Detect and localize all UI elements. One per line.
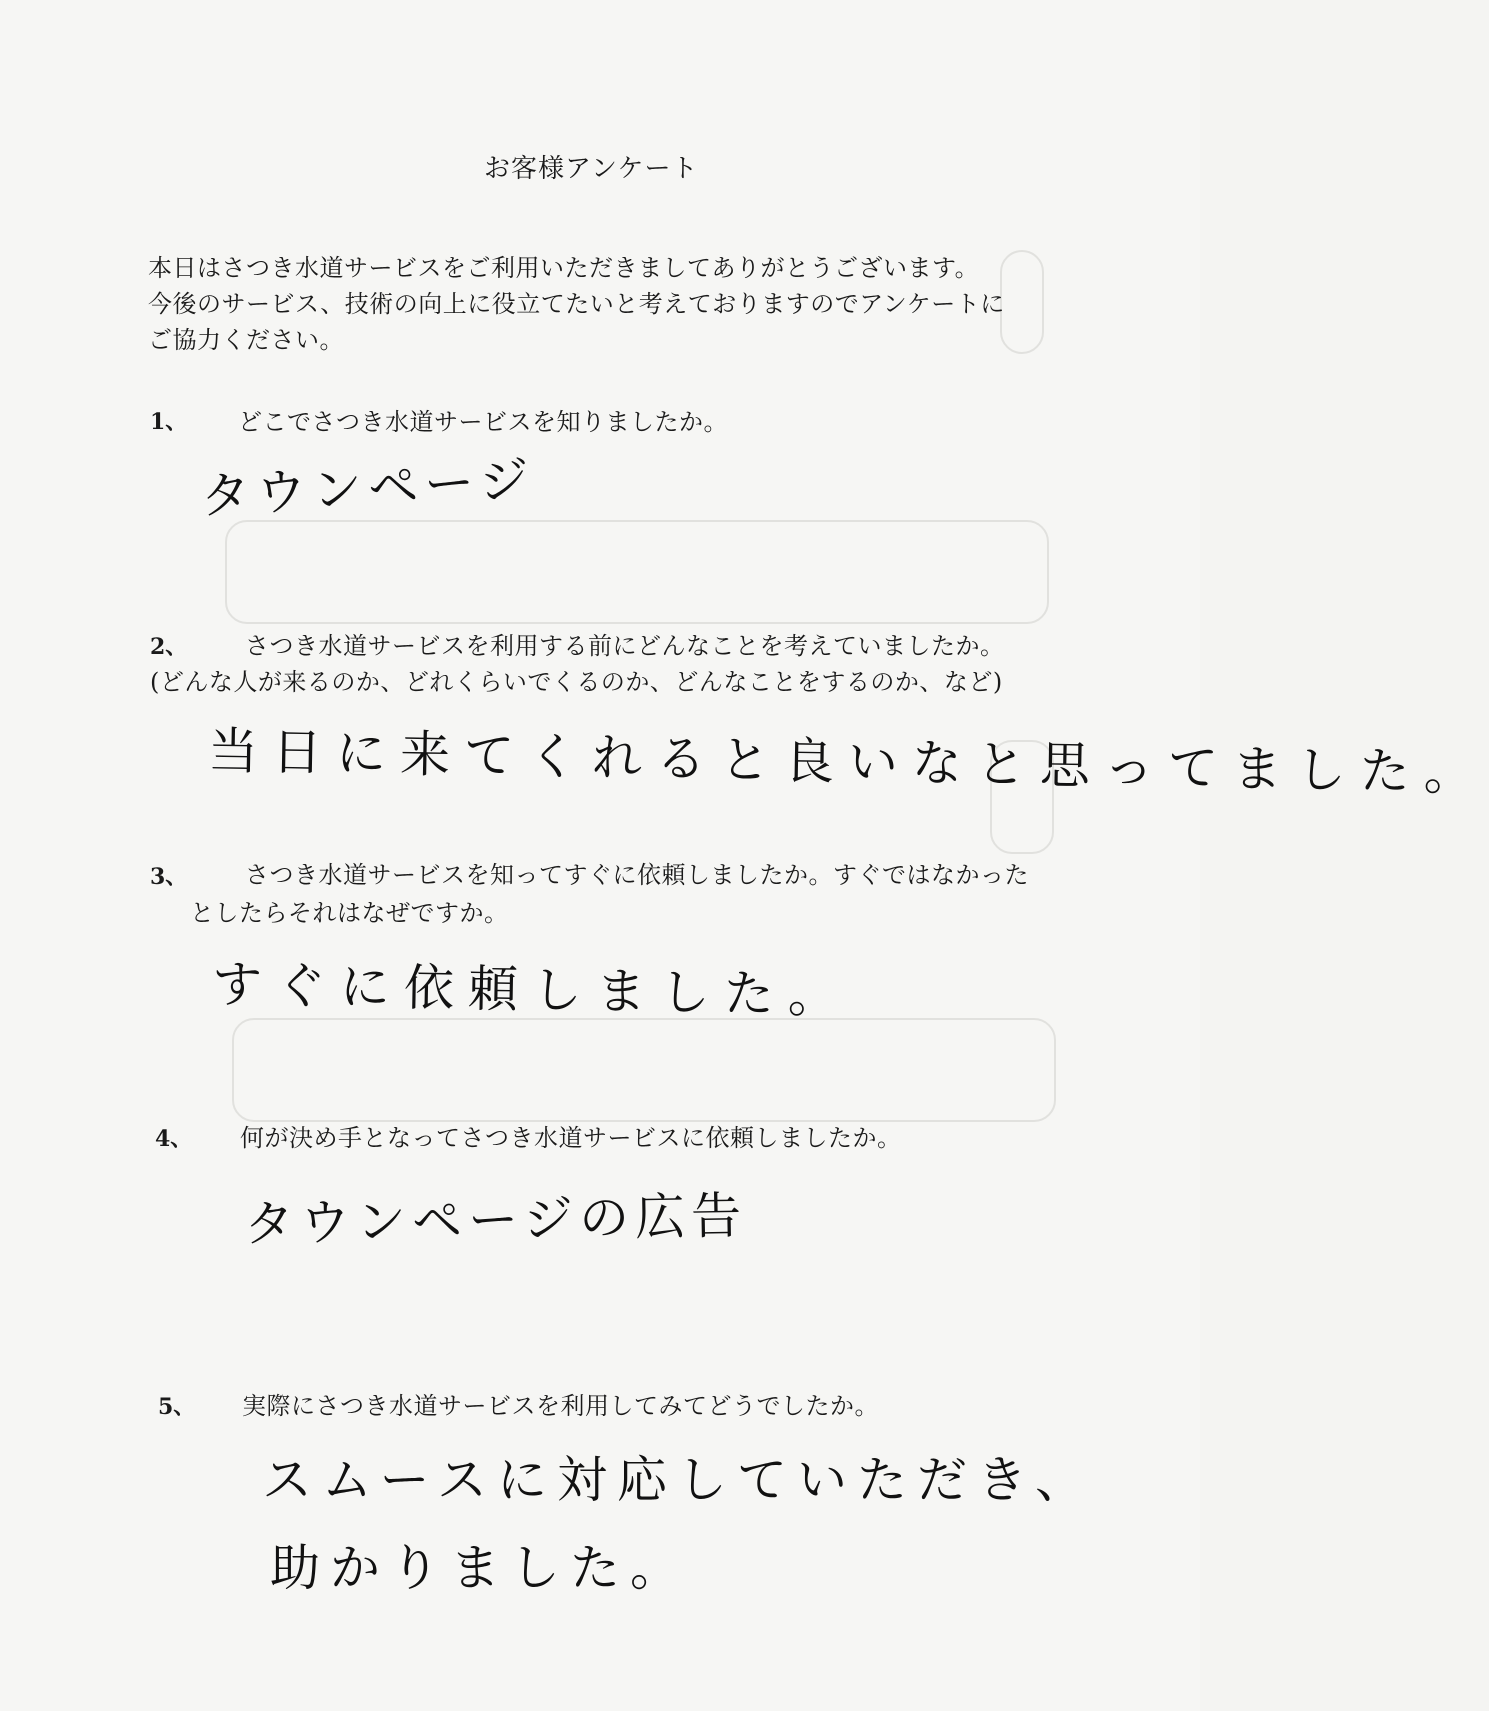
reverse-side-box [232,1018,1056,1122]
question-number: 4、 [155,1126,193,1152]
question-text: さつき水道サービスを知ってすぐに依頼しましたか。すぐではなかった [245,861,1029,889]
question-text: (どんな人が来るのか、どれくらいでくるのか、どんなことをするのか、など) [150,668,1003,696]
intro-line: 今後のサービス、技術の向上に役立てたいと考えておりますのでアンケートに [148,290,1005,318]
question-text: 実際にさつき水道サービスを利用してみてどうでしたか。 [242,1392,879,1420]
handwritten-answer: タウンページ [198,450,537,526]
handwritten-answer: スムースに対応していただき、 [262,1451,1095,1509]
handwritten-answer: 助かりました。 [270,1539,690,1597]
question-text: 何が決め手となってさつき水道サービスに依頼しましたか。 [240,1124,902,1152]
question-number: 1、 [150,409,188,435]
question-number: 2、 [150,634,188,660]
question-text: としたらそれはなぜですか。 [190,899,509,927]
survey-title: お客様アンケート [484,154,699,184]
handwritten-answer: すぐに依頼しました。 [211,955,853,1025]
reverse-side-box [225,520,1049,624]
reverse-side-box [1000,250,1044,354]
intro-line: 本日はさつき水道サービスをご利用いただきましてありがとうございます。 [148,254,980,282]
intro-line: ご協力ください。 [148,326,344,354]
handwritten-answer: 当日に来てくれると良いなと思ってました。 [207,721,1489,803]
question-number: 5、 [158,1394,196,1420]
question-number: 3、 [150,864,188,890]
question-text: さつき水道サービスを利用する前にどんなことを考えていましたか。 [245,632,1005,660]
question-text: どこでさつき水道サービスを知りましたか。 [238,408,728,436]
handwritten-answer: タウンページの広告 [243,1186,748,1254]
